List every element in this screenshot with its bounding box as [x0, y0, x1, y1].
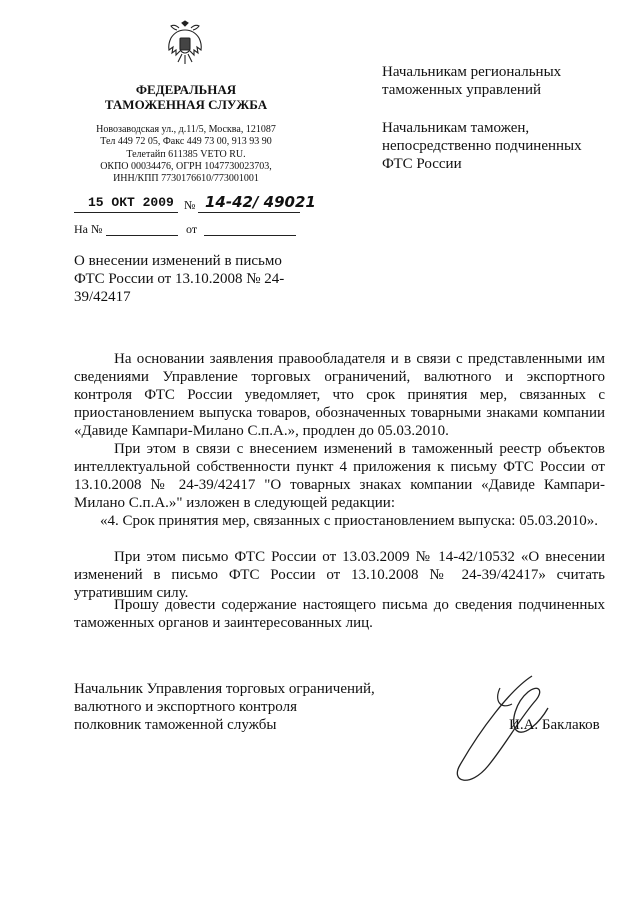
- signature-title-line: валютного и экспортного контроля: [74, 699, 297, 715]
- org-name-line2: ТАМОЖЕННАЯ СЛУЖБА: [104, 97, 268, 112]
- reg-date-stamp: 15 ОКТ 2009: [88, 195, 174, 210]
- body-paragraph-3: При этом письмо ФТС России от 13.03.2009 № 14-42/10532 «О внесении изменений в письмо ФТС России от 13.10.2008 № 24-39/42417» считать утратившим силу.: [74, 549, 605, 601]
- addressee-customs: [382, 119, 632, 173]
- reg-no-label: №: [184, 198, 196, 212]
- addressee-line: таможенных управлений: [382, 82, 542, 98]
- letter-subject: [74, 252, 296, 306]
- ref-no-underline: [106, 235, 178, 236]
- signature-title-line: полковник таможенной службы: [74, 717, 277, 733]
- body-quote: «4. Срок принятия мер, связанных с приостановлением выпуска: 05.03.2010».: [100, 513, 598, 529]
- body-paragraph-4: Прошу довести содержание настоящего письма до сведения подчиненных таможенных органов и заинтересованных лиц.: [74, 597, 605, 631]
- subject-line: 39/42417: [74, 289, 131, 305]
- ref-no-label: На №: [74, 222, 103, 236]
- contact-inn: ИНН/КПП 7730176610/773001001: [113, 173, 259, 185]
- state-emblem-icon: [163, 20, 207, 68]
- addressee-line: Начальникам региональных: [382, 64, 562, 80]
- subject-line: О внесении изменений в письмо: [74, 253, 282, 269]
- body-paragraph-1: На основании заявления правообладателя и в связи с представленными им сведениями Управление торговых ограничений, валютного и экспортного контроля ФТС России уведомляет, что срок принятия мер, связанных с приостановлением выпуска товаров, обозначенных товарными знаками компании «Давиде Кампари-Милано С.п.А.», продлен до 05.03.2010.: [74, 351, 605, 439]
- body-paragraph-2: При этом в связи с внесением изменений в таможенный реестр объектов интеллектуальной собственности пункт 4 приложения к письму ФТС России от 13.10.2008 № 24-39/42417 "О товарных знаках компании «Давиде Кампари-Милано С.п.А.»" изложен в следующей редакции:: [74, 441, 605, 511]
- subject-line: ФТС России от 13.10.2008 № 24-: [74, 271, 285, 287]
- addressee-line: Начальникам таможен,: [382, 120, 530, 136]
- reg-date-underline: [74, 212, 178, 213]
- contact-teletype: Телетайп 611385 VETO RU.: [126, 148, 246, 160]
- contact-okpo: ОКПО 00034476, ОГРН 1047730023703,: [100, 160, 272, 172]
- org-name-line1: ФЕДЕРАЛЬНАЯ: [135, 82, 237, 97]
- ref-from-label: от: [186, 222, 198, 236]
- addressee-line: непосредственно подчиненных: [382, 138, 582, 154]
- reg-no-underline: [198, 212, 300, 213]
- addressee-line: ФТС России: [382, 156, 462, 172]
- signature-title-line: Начальник Управления торговых ограничений,: [74, 681, 375, 697]
- ref-from-underline: [204, 235, 296, 236]
- contact-address: Новозаводская ул., д.11/5, Москва, 121087: [96, 124, 276, 135]
- signature-title: [74, 680, 394, 734]
- signatory-name: И.А. Баклаков: [509, 717, 600, 733]
- org-contacts: [86, 124, 286, 185]
- reg-no-handwritten: 14-42/ 49021: [205, 193, 316, 211]
- contact-phones: Тел 449 72 05, Факс 449 73 00, 913 93 90: [100, 136, 272, 148]
- addressee-regional: [382, 63, 632, 99]
